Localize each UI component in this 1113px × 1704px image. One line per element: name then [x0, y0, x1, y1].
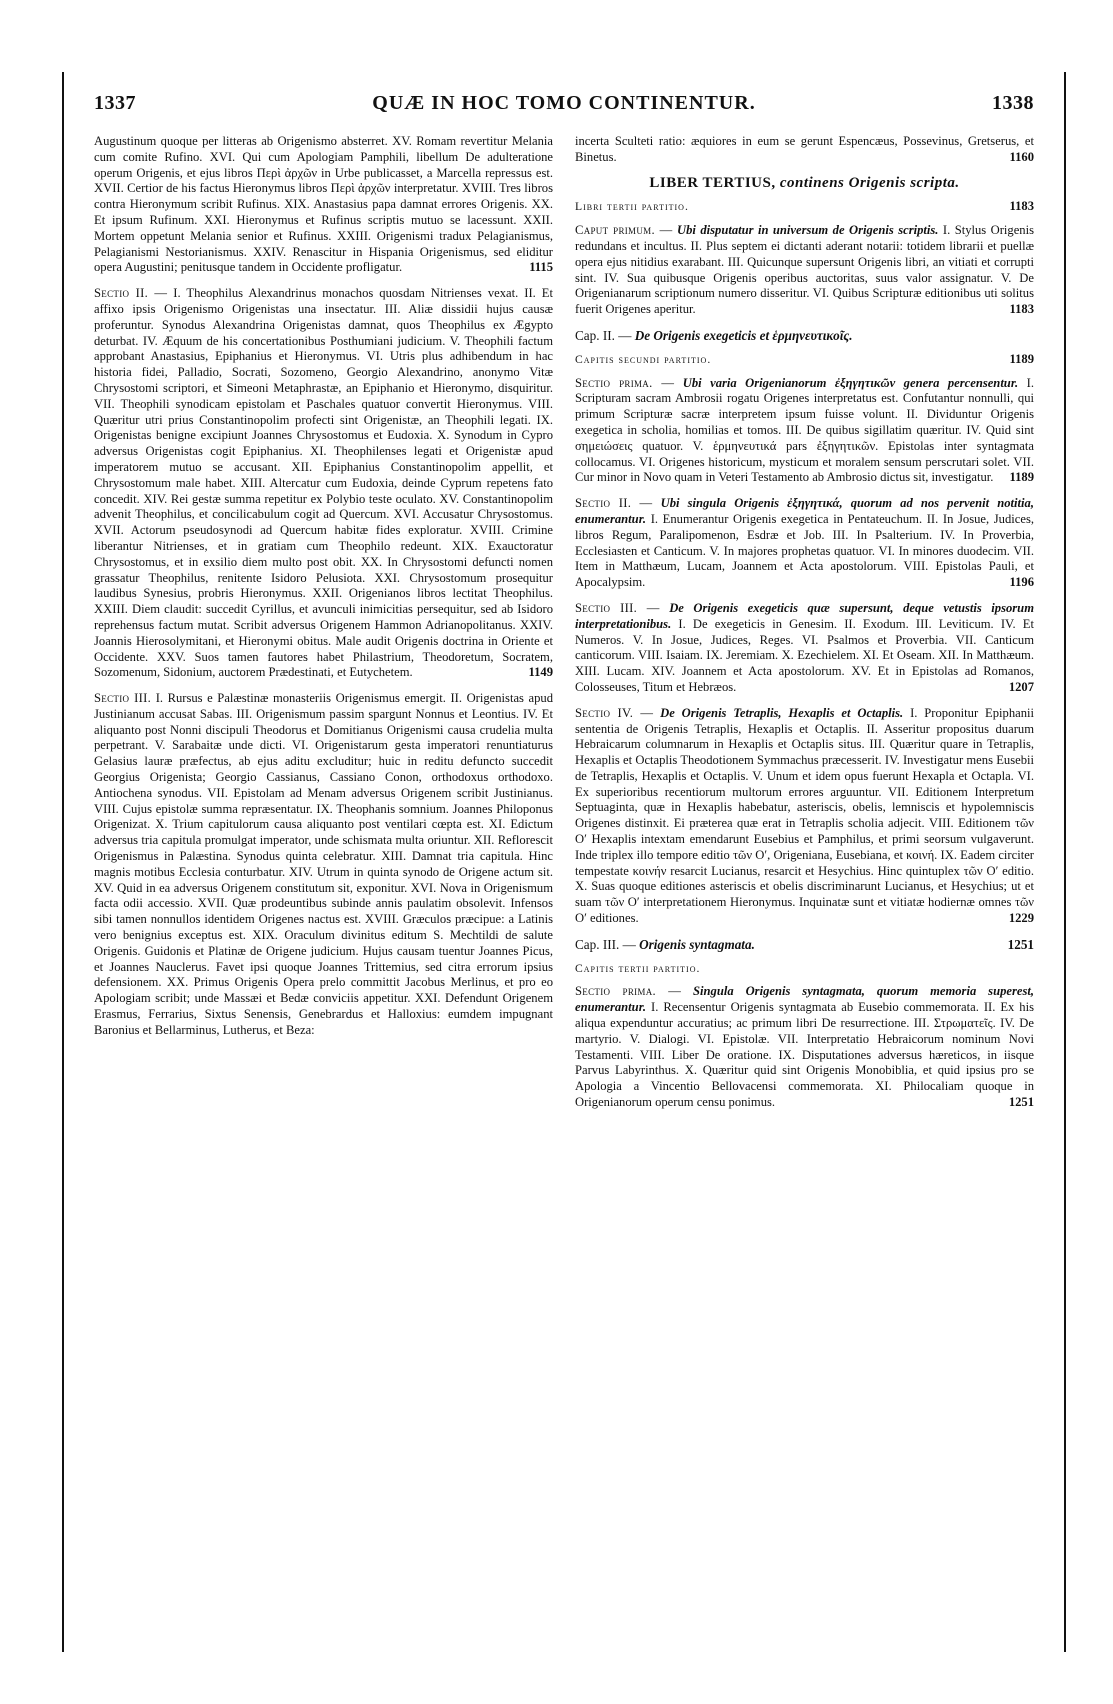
text-columns — [94, 134, 1034, 1121]
document-page — [62, 72, 1066, 1652]
caput-2-partitio-column-ref: 1189 — [1009, 351, 1034, 366]
c2-sectio-2-column-ref: 1196 — [1009, 575, 1034, 590]
caput-3-partitio-row — [575, 961, 1034, 977]
running-title: QUÆ IN HOC TOMO CONTINENTUR. — [372, 92, 756, 114]
caput-3-heading — [575, 937, 1034, 953]
sectio-2-label: Sectio II. — — [94, 286, 168, 301]
c2-sectio-3-paragraph — [575, 601, 1034, 696]
continuation-text: incerta Sculteti ratio: æquiores in eum se gerunt Espencæus, Possevinus, Gretserus, et Binetus. — [575, 134, 1034, 164]
caput-3-partitio-label: Capitis tertii partitio. — [575, 961, 701, 975]
caput-2-heading — [575, 328, 1034, 344]
c2-sectio-4-label: Sectio IV. — — [575, 705, 654, 720]
c2-sectio-1-label: Sectio prima. — — [575, 375, 675, 390]
sectio-2-column-ref: 1149 — [528, 665, 553, 680]
caput-1-text: I. Stylus Origenis redundans et incultus. II. Plus septem ei dictanti aderant notarii: totidem librarii et puellæ opera ejus nitidius exarabant. III. Quicunque supersunt Origenis libri, an vitiati et corrupti sint. IV. Sua quibusque Origenis operibus auctoritas, suus valor assignatur. V. De Origenianarum scriptionum numero disseritur. VI. Quibus Scripturæ editionibus uti solitus fuerit Origenes aperitur. — [575, 223, 1035, 317]
c2-sectio-1-text: I. Scripturam sacram Ambrosii rogatu Origenes interpretatus est. Confutantur nonnulli, qui primum Scripturæ sacræ interpretem ipsum fuisse volunt. II. Dividuntur Origenis exegetica in scholia, homilias et tomos. III. De quibus sigillatim quæritur. IV. Quid sint σημειώσεις quatuor. V. ἑρμηνευτικά pars ἐξηγητικῶν. Epistolas inter syntagmata collocamus. VI. Origenes historicum, mysticum et moralem sensum perscrutari solet. VII. Cur minor in Novo quam in Veteri Testamento ab Ambrosio dictus sit, investigatur. — [575, 375, 1035, 485]
caput-1-paragraph — [575, 223, 1034, 318]
sectio-3-label: Sectio III. — [94, 691, 152, 706]
c3-sectio-1-label: Sectio prima. — — [575, 984, 682, 999]
c3-sectio-1-title: Singula Origenis syntagmata, quorum memoria superest, enumerantur. — [575, 984, 1035, 1015]
liber-tertius-heading — [575, 176, 1034, 192]
continuation-column-ref: 1160 — [1009, 149, 1034, 164]
libri-partitio-row — [575, 199, 1034, 215]
right-column — [575, 134, 1034, 1121]
c3-sectio-1-paragraph — [575, 984, 1034, 1110]
c2-sectio-1-paragraph — [575, 376, 1034, 487]
liber-tertius-title: LIBER TERTIUS, — [649, 174, 776, 191]
c2-sectio-3-column-ref: 1207 — [1008, 679, 1034, 694]
caput-2-partitio-label: Capitis secundi partitio. — [575, 352, 712, 366]
sectio-2-paragraph — [94, 286, 553, 681]
sectio-3-paragraph — [94, 691, 553, 1039]
right-page-number: 1338 — [992, 92, 1034, 114]
c3-sectio-1-column-ref: 1251 — [1008, 1095, 1034, 1110]
c2-sectio-3-title: De Origenis exegeticis quæ supersunt, deque vetustis ipsorum interpretationibus. — [575, 600, 1034, 631]
intro-column-ref: 1115 — [529, 260, 553, 275]
c2-sectio-2-text: I. Enumerantur Origenis exegetica in Pentateuchum. II. In Josue, Judices, libros Regum, Paralipomenon, Esdræ et Job. III. In Psalterium. IV. In Proverbia, Ecclesiasten et Canticum. V. In majores prophetas quatuor. VI. In minores duodecim. VII. Item in Matthæum, Lucam, Joannem et Acta apostolorum. VIII. Epistolas Pauli, et Apocalypsim. — [575, 511, 1034, 590]
intro-paragraph — [94, 134, 553, 276]
c2-sectio-4-title: De Origenis Tetraplis, Hexaplis et Octaplis. — [660, 705, 904, 720]
c2-sectio-1-column-ref: 1189 — [1009, 470, 1034, 485]
c2-sectio-4-text: I. Proponitur Epiphanii sententia de Origenis Tetraplis, Hexaplis et Octaplis. II. Asseritur propositus duarum Hebraicarum columnarum in Hexaplis et Octaplis situs. III. Quæritur quare in Tetraplis, Hexaplis et Octaplis Theodotionem Symmachus præcesserit. IV. Investigatur mens Eusebii de Tetraplis, Hexaplis et Octaplis. V. Unum et idem opus fuerunt Hexapla et Octapla. VI. Ex superioribus recentiorum multorum errores arguuntur. VII. Editionem Interpretum Septuaginta, quæ in Hexaplis habebatur, asteriscis, obelis, lemniscis et hypolemniscis Origenes distinxit. Ei præterea quæ erat in Tetraplis scholia adjecit. VIII. Editionem τῶν Οʹ Hexaplis intextam emendarunt Eusebius et Pamphilus, et primi seorsum vulgaverunt. Inde triplex illo tempore editio τῶν Οʹ, Origeniana, Eusebiana, et κοινή. IX. Eadem circiter tempestate κοινήν resarcit Lucianus, resarcit et Hesychius. Hinc quintuplex τῶν Οʹ editio. X. Suas quoque editiones asteriscis et obelis discriminarunt Lucianus, et Hesychius; ut et suam τῶν Οʹ interpretationem Hieronymus. Inquinatæ sunt et vitiatæ hodiernæ omnes τῶν Οʹ editiones. — [575, 705, 1034, 926]
c2-sectio-2-label: Sectio II. — — [575, 496, 653, 511]
sectio-2-text: I. Theophilus Alexandrinus monachos quosdam Nitrienses vexat. II. Et affixo ipsis Origenismo Origenistas una insectatur. III. Aliæ dissidii hujus causæ proferuntur. Synodus Alexandrina Origenistas damnat, quos Theophilus ex Ægypto deturbat. IV. Æquum de his concertationibus Posthumiani judicium. V. Theophili factum approbant Anastasius, Epiphanius et Hieronymus. VI. Utris plus adhibendum in hac historia fidei, Palladio, Socrati, Sozomeno, Georgio Alexandrino, anonymo Vitæ Chrysostomi scriptori, et Simeoni Metaphrastæ, an Epiphanio et Hieronymo, disquiritur. VII. Theophili synodicam epistolam et Paschales quatuor convertit Hieronymus. VIII. Quæritur utri prius Constantinopolim profecti sint Origenistæ, an Theophili legati. IX. Origenistas benigne excipiunt Joannes Chrysostomus et Eudoxia. X. Synodum in Cypro adversus Origenistas cogit Epiphanius. XI. Theophilenses legati et Origenistæ apud imperatorem mutuo se accusant. XII. Epiphanius Constantinopolim appellit, et Chrysostomum male habet. XIII. Altercatur cum Eudoxia, deinde Cyprum repetens fato concedit. XIV. Rei gestæ summa repetitur ex Polybio teste oculato. XV. Constantinopolim advenit Theophilus, et concilicabulum cogit ad Quercum. XVI. Accusatur Chrysostomus. XVII. Actorum pseudosynodi ad Quercum habitæ fides exploratur. XVIII. Crimine liberantur Nitrienses, et in gratiam cum Theophilo redeunt. XIX. Exauctoratur Chrysostomus, et in exsilio diem multo post obit. XX. In Chrysostomi defuncti nomen grassatur Theophilus, renitente Isidoro Pelusiota. XXI. Chrysostomum prosequitur laudibus Synesius, probris Hieronymus. XXII. Origenianos libros lectitat Theophilus. XXIII. Diem claudit: succedit Cyrillus, et avunculi inimicitias persequitur, sed ab Isidoro reprehensus factum mutat. Scribit adversus Origenem Hammon Adrianopolitanus. XXIV. Joannis Hierosolymitani, et Hieronymi obitus. Male audit Origenis doctrina in Oriente et Occidente. XXV. Suos tamen fautores habet Philastrium, Theodoretum, Socratem, Sozomenum, Sidonium, auctorem Prædestinati, et Eutychetem. — [94, 286, 554, 680]
c2-sectio-1-title: Ubi varia Origenianorum ἐξηγητικῶν genera percensentur. — [682, 375, 1019, 390]
c3-sectio-1-text: I. Recensentur Origenis syntagmata ab Eusebio commemorata. II. Ex his aliqua expenduntur accuratius; ac primum libri De resurrectione. III. Στρωματεῖς. IV. De martyrio. V. Dialogi. VI. Epistolæ. VII. Interpretatio Hebraicorum nominum Novi Testamenti. VIII. Liber De oratione. IX. Disputationes adversus hæreticos, in iisque Parvus Labyrinthus. X. Quæritur quid sint Origenis Monobiblia, et quid ipsius pro se Apologia a Vincentio Bellovacensi commemorata. XI. Philocaliam quoque in Origenianorum operum censu ponimus. — [575, 1000, 1034, 1110]
sectio-3-text: I. Rursus e Palæstinæ monasteriis Origenismus emergit. II. Origenistas apud Justinianum accusat Sabas. III. Origenismum passim spargunt Nonnus et Leontius. IV. Et aliquanto post Nonni discipuli Theodorus et Domitianus Origenismi causa crudelia multa perpetrant. V. Sarabaitæ unde dicti. VI. Origenistarum gesta imperatori renuntiaturus Gelasius lauræ præfectus, ab ejus aditu excluditur; huic in reditu defuncto succedit Georgius Origenista; Georgio Cassianus, Cassiano Conon, orthodoxus orthodoxo. Antiochena synodus. VII. Epistolam ad Menam adversus Origenem scribit Justinianus. VIII. Cujus epistolæ summa repræsentatur. IX. Theophanis somnium. Joannes Philoponus Origenizat. X. Trium capitulorum causa aliquanto post ventilari cœpta est. XI. Edictum adversus tria capitula promulgat imperator, unde schismata multa oriuntur. XII. Reflorescit Origenismus in Palæstina. Synodus quinta celebratur. XIII. Damnat tria capitula. Hinc magnis motibus Ecclesia conturbatur. XIV. Utrum in quinta synodo de Origene actum sit. XV. Quid in ea adversus Origenem constitutum sit, exponitur. XVI. Nova in Origenismum facta odii accessio. XVII. Quæ prodeuntibus subinde annis paulatim obsolevit. Infensos sibi tamen nonnullos identidem Origenes nactus est. XVIII. Græculos præcipue: a Latinis vero benignius exceptus est. XIX. Oraculum divinitus editum S. Mechtildi de salute Origenis. Guidonis et Platinæ de Origene judicium. Hujus causam tuentur Joannes Picus, et Joannes Nauclerus. Favet ipsi quoque Joannes Trittemius, sed citra errorum ipsius defensionem. XX. Primus Origenis Opera prelo committit Jacobus Merlinus, et pro eo Apologiam scribit; unde Massæi et Bedæ conviciis appetitur. XXI. Defendunt Origenem Erasmus, Ferrarius, Sixtus Senensis, Genebrardus et Halloxius: eumdem impugnant Baronius et Bellarminus, Lutherus, et Beza: — [94, 691, 553, 1037]
left-page-number: 1337 — [94, 92, 136, 114]
caput-3-column-ref: 1251 — [1007, 936, 1034, 952]
c2-sectio-3-label: Sectio III. — — [575, 600, 660, 615]
liber-tertius-subtitle: continens Origenis scripta. — [779, 174, 960, 191]
caput-3-title: Origenis syntagmata. — [639, 936, 755, 952]
caput-1-label: Caput primum. — — [575, 223, 673, 238]
intro-text: Augustinum quoque per litteras ab Origenismo absterret. XV. Romam revertitur Melania cum comite Rufino. XVI. Qui cum Apologiam Pamphili, libellum De adulteratione operum Origenis, et ejus libros Περὶ ἀρχῶν in Urbe publicasset, a Marcella repressus est. XVII. Certior de his factus Hieronymus libros Περὶ ἀρχῶν interpretatur. XVIII. Tres libros contra Hieronymum scribit Rufinus. XIX. Anastasius papa damnat errores Origenis. XX. Et ipsum Rufinum. XXI. Hieronymus et Rufinus scriptis mutuo se lacessunt. XXII. Mortem oppetunt Melania senior et Rufinus. XXIII. Origenismi tradux Pelagianismus, Pelagianismi Nestorianismus. XXIV. Renascitur in Hispania Origenismus, sed eliditur opera Augustini; penitusque tandem in Occidente profligatur. — [94, 134, 553, 275]
libri-partitio-label: Libri tertii partitio. — [575, 200, 689, 214]
continuation-paragraph — [575, 134, 1034, 166]
libri-partitio-column-ref: 1183 — [1009, 199, 1034, 214]
caput-2-title: De Origenis exegeticis et ἑρμηνευτικοῖς. — [634, 327, 853, 343]
caput-2-label: Cap. II. — — [575, 327, 632, 343]
c2-sectio-4-column-ref: 1229 — [1008, 911, 1034, 926]
c2-sectio-4-paragraph — [575, 706, 1034, 927]
caput-2-partitio-row — [575, 352, 1034, 368]
left-column — [94, 134, 553, 1121]
c2-sectio-2-title: Ubi singula Origenis ἐξηγητικά, quorum ad nos pervenit notitia, enumerantur. — [575, 496, 1035, 526]
c2-sectio-3-text: I. De exegeticis in Genesim. II. Exodum. III. Leviticum. IV. Et Numeros. V. In Josue, Judices, Reges. VI. Psalmos et Proverbia. VII. Canticum canticorum. VIII. Isaiam. IX. Jeremiam. X. Ezechielem. XI. Et Oseam. XII. In Matthæum. XIII. Lucam. XIV. Joannem et Acta apostolorum. XV. Et in Epistolas ad Romanos, Colosseuses, Titum et Hebræos. — [575, 616, 1034, 694]
caput-1-column-ref: 1183 — [1009, 302, 1034, 317]
caput-3-label: Cap. III. — — [575, 936, 636, 952]
running-header — [94, 72, 1034, 114]
caput-1-title: Ubi disputatur in universum de Origenis scriptis. — [677, 223, 939, 238]
c2-sectio-2-paragraph — [575, 496, 1034, 591]
